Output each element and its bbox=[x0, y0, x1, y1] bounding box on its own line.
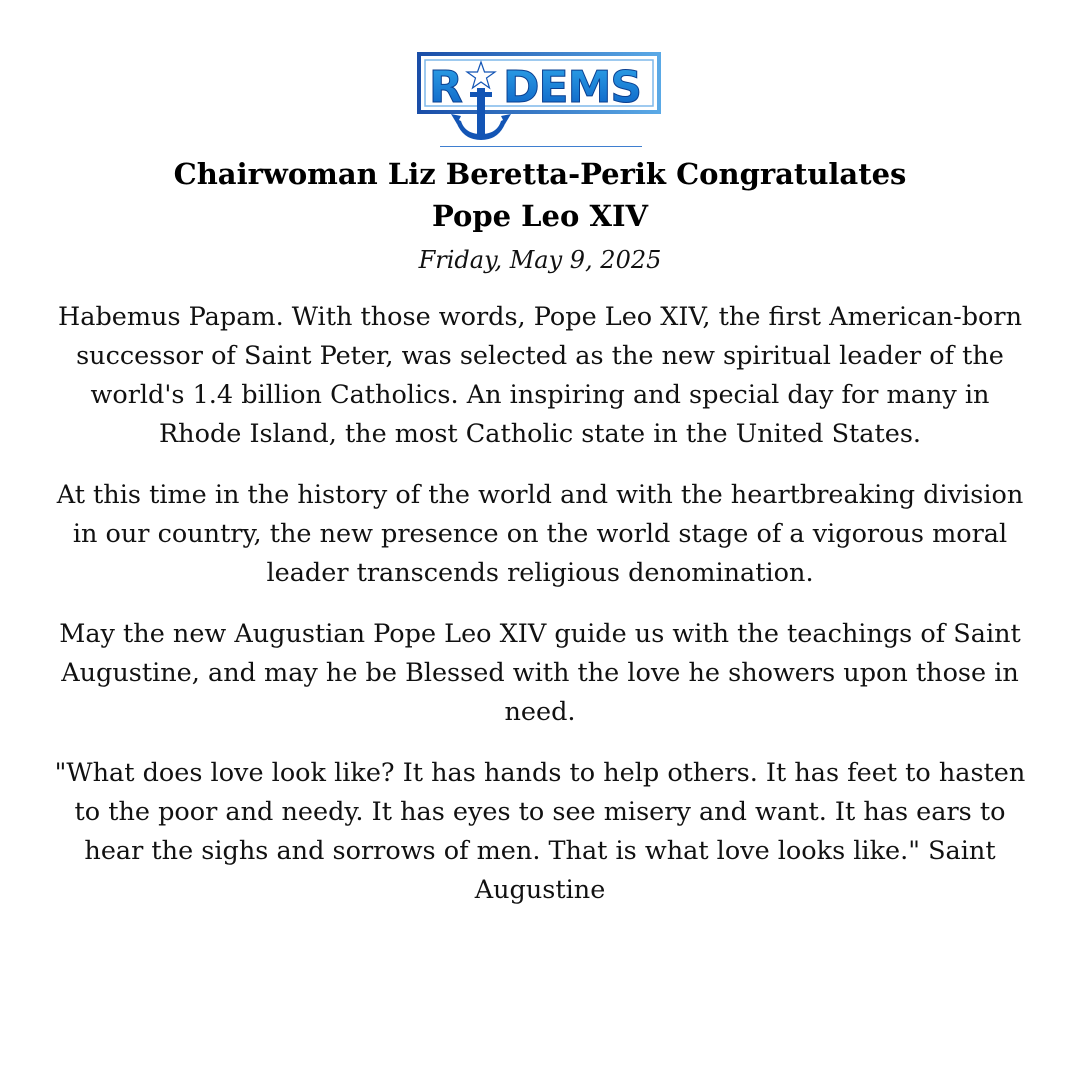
quote-paragraph: "What does love look like? It has hands to help others. It has feet to hasten to the poor and needy. It has eyes to see misery and want. It has ears to hear the sighs and sorrows of men. That is what love looks like." Saint Augustine bbox=[54, 758, 1026, 905]
ridems-logo-graphic bbox=[415, 48, 665, 148]
logo-letters-dems: DEMS bbox=[503, 62, 642, 113]
logo-divider bbox=[440, 146, 642, 147]
paragraph-2: At this time in the history of the world and with the heartbreaking division in our country, the new presence on the world stage of a vigorous moral leader transcends religious denomination. bbox=[56, 480, 1024, 588]
logo-letter-r: R bbox=[429, 62, 463, 113]
paragraph-1: Habemus Papam. With those words, Pope Leo XIV, the first American-born successor of Saint Peter, was selected as the new spiritual leader of the world's 1.4 billion Catholics. An inspiring and special day for many in Rhode Island, the most Catholic state in the United States. bbox=[58, 302, 1022, 449]
star-icon bbox=[467, 62, 495, 88]
ridems-logo bbox=[0, 48, 1080, 148]
paragraph-3: May the new Augustian Pope Leo XIV guide us with the teachings of Saint Augustine, and may he be Blessed with the love he showers upon those in need. bbox=[59, 619, 1021, 727]
statement-body bbox=[40, 298, 1040, 932]
headline bbox=[40, 153, 1040, 237]
dateline: Friday, May 9, 2025 bbox=[418, 246, 662, 274]
headline-line-2: Pope Leo XIV bbox=[431, 199, 649, 233]
headline-line-1: Chairwoman Liz Beretta-Perik Congratulates bbox=[173, 157, 907, 191]
